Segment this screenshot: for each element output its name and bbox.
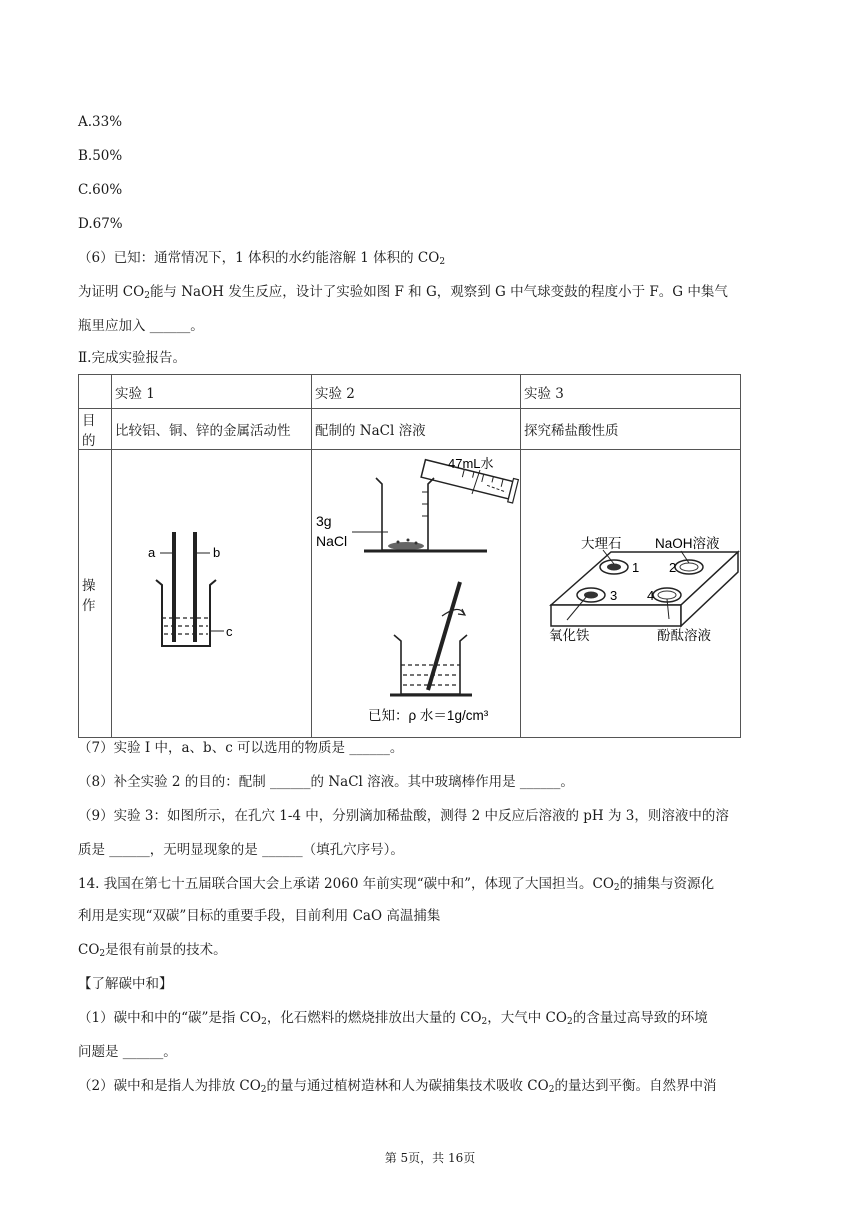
well-plate-diagram [521, 450, 740, 737]
label-b: b [213, 545, 221, 560]
experiment-table [78, 374, 741, 738]
q9-line1: （9）实验 3：如图所示，在孔穴 1-4 中，分别滴加稀盐酸，测得 2 中反应后溶液的 pH 为 3，则溶液中的溶 [78, 808, 729, 824]
q8: （8）补全实验 2 的目的：配制 ______的 NaCl 溶液。其中玻璃棒作用是 ______。 [78, 774, 574, 790]
option-a: A.33% [78, 114, 123, 130]
iron-oxide-label: 氧化铁 [549, 628, 590, 643]
q14-line2: 利用是实现“双碳”目标的重要手段，目前利用 CaO 高温捕集 [78, 908, 441, 924]
q14-part1-line1: （1）碳中和中的“碳”是指 $CO_2$，化石燃料的燃烧排放出大量的 $CO_2$，大气中 $CO_2$的含量过高导致的环境 [78, 1010, 708, 1027]
table-header-exp3: 实验 3 [521, 375, 741, 409]
exp3-diagram-cell [521, 450, 741, 738]
q6-line2: 为证明 $CO_2$能与 NaOH 发生反应，设计了实验如图 F 和 G，观察到 G 中气球变鼓的程度小于 F。G 中集气 [78, 284, 728, 301]
table-header-row [79, 375, 741, 409]
purpose-exp1: 比较铝、铜、锌的金属活动性 [112, 409, 312, 450]
q6-line3: 瓶里应加入 ______。 [78, 318, 204, 334]
q14-part2-line1: （2）碳中和是指人为排放 $CO_2$的量与通过植树造林和人为碳捕集技术吸收 $CO_2$的量达到平衡。自然界中消 [78, 1078, 717, 1095]
table-header-exp1: 实验 1 [112, 375, 312, 409]
table-header-exp2: 实验 2 [312, 375, 521, 409]
exp1-diagram-cell [112, 450, 312, 738]
purpose-exp2: 配制的 NaCl 溶液 [312, 409, 521, 450]
mass-label: 3g [316, 513, 332, 529]
label-a: a [148, 545, 156, 560]
q14-section-heading: 【了解碳中和】 [78, 976, 173, 992]
q9-line2: 质是 ______，无明显现象的是 ______（填孔穴序号）。 [78, 842, 404, 858]
table-row-purpose [79, 409, 741, 450]
q14-part1-line2: 问题是 ______。 [78, 1044, 177, 1060]
hole-4-label: 4 [647, 588, 655, 603]
naoh-label: NaOH溶液 [655, 536, 720, 551]
marble-label: 大理石 [581, 536, 622, 551]
purpose-exp3: 探究稀盐酸性质 [521, 409, 741, 450]
option-d: D.67% [78, 216, 123, 232]
option-c: C.60% [78, 182, 123, 198]
option-b: B.50% [78, 148, 123, 164]
nacl-label: NaCl [316, 533, 348, 549]
q14-line1: 14. 我国在第七十五届联合国大会上承诺 2060 年前实现“碳中和”，体现了大国担当。$CO_2$的捕集与资源化 [78, 876, 715, 893]
label-c: c [226, 624, 233, 639]
hole-3-label: 3 [610, 588, 618, 603]
hole-1-label: 1 [632, 560, 640, 575]
solution-preparation-diagram [312, 450, 520, 737]
table-cell-empty [79, 375, 112, 409]
purpose-label: 目的 [79, 409, 112, 450]
phenolphthalein-label: 酚酞溶液 [657, 628, 711, 643]
q7: （7）实验 I 中，a、b、c 可以选用的物质是 ______。 [78, 740, 404, 756]
page-footer: 第 5页，共 16页 [384, 1151, 476, 1165]
density-note: 已知：ρ 水＝1g/cm³ [368, 708, 489, 723]
section-title: Ⅱ.完成实验报告。 [78, 350, 186, 366]
hole-2-label: 2 [669, 560, 677, 575]
water-volume-label: 47mL水 [448, 456, 494, 471]
exp2-diagram-cell [312, 450, 521, 738]
q14-line3: $CO_2$是很有前景的技术。 [78, 942, 227, 959]
table-row-operation [79, 450, 741, 738]
q6-line1: （6）已知：通常情况下，1 体积的水约能溶解 1 体积的 $CO_2$ [78, 250, 446, 267]
operation-label: 操作 [79, 450, 112, 738]
beaker-electrodes-diagram [112, 450, 311, 737]
